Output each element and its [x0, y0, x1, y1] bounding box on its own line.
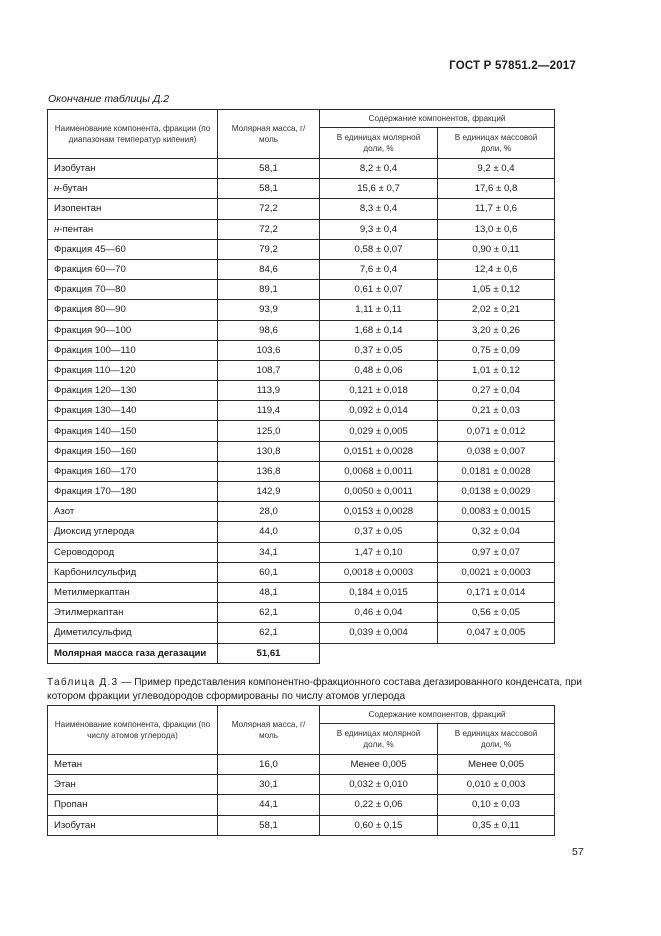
- mass-fraction-cell: 0,90 ± 0,11: [438, 239, 555, 259]
- header-content: Содержание компонентов, фракций: [320, 706, 555, 724]
- component-name: [48, 542, 218, 562]
- components-table-carbon: [47, 705, 555, 836]
- molar-mass-cell: 93,9: [218, 300, 320, 320]
- mass-fraction-cell: 12,4 ± 0,6: [438, 259, 555, 279]
- mass-fraction-cell: 0,56 ± 0,05: [438, 603, 555, 623]
- component-name-text: Фракция 80—90: [54, 304, 126, 316]
- component-name-text: Фракция 150—160: [54, 445, 137, 457]
- component-name-text: Карбонилсульфид: [54, 566, 137, 578]
- molar-mass-cell: 72,2: [218, 219, 320, 239]
- molar-fraction-cell: 0,0068 ± 0,0011: [320, 461, 438, 481]
- molar-fraction-cell: 7,6 ± 0,4: [320, 259, 438, 279]
- total-value: 51,61: [218, 643, 320, 663]
- molar-fraction-cell: 8,2 ± 0,4: [320, 159, 438, 179]
- component-name: [48, 582, 218, 602]
- molar-fraction-cell: 0,121 ± 0,018: [320, 381, 438, 401]
- component-name: [48, 603, 218, 623]
- table-continuation-caption: Окончание таблицы Д.2: [48, 93, 170, 105]
- component-name-text: Фракция 170—180: [54, 486, 137, 498]
- component-name: [48, 179, 218, 199]
- component-name-text: Метилмеркаптан: [54, 587, 130, 599]
- table-row: [48, 239, 555, 259]
- mass-fraction-cell: 0,0021 ± 0,0003: [438, 562, 555, 582]
- component-name-text: Сероводород: [54, 546, 115, 558]
- molar-mass-cell: 108,7: [218, 360, 320, 380]
- molar-mass-cell: 130,8: [218, 441, 320, 461]
- molar-mass-cell: 113,9: [218, 381, 320, 401]
- header-mass-fraction: В единицах массовой доли, %: [438, 128, 555, 159]
- molar-fraction-cell: 0,22 ± 0,06: [320, 795, 438, 815]
- mass-fraction-cell: 0,97 ± 0,07: [438, 542, 555, 562]
- molar-mass-cell: 72,2: [218, 199, 320, 219]
- table-row: [48, 300, 555, 320]
- table-row: [48, 381, 555, 401]
- table-row: [48, 360, 555, 380]
- molar-fraction-cell: 0,039 ± 0,004: [320, 623, 438, 643]
- mass-fraction-cell: 0,010 ± 0,003: [438, 775, 555, 795]
- molar-fraction-cell: 8,3 ± 0,4: [320, 199, 438, 219]
- molar-fraction-cell: 1,11 ± 0,11: [320, 300, 438, 320]
- component-name-text: Метан: [54, 759, 83, 771]
- component-name-text: Фракция 120—130: [54, 385, 137, 397]
- molar-fraction-cell: 0,48 ± 0,06: [320, 360, 438, 380]
- molar-mass-cell: 89,1: [218, 280, 320, 300]
- component-name: [48, 199, 218, 219]
- table-row: [48, 562, 555, 582]
- table-row: [48, 340, 555, 360]
- molar-mass-cell: 44,0: [218, 522, 320, 542]
- component-name-text: Фракция 140—150: [54, 425, 137, 437]
- component-name-text: Изобутан: [54, 819, 96, 831]
- component-name-text: Фракция 45—60: [54, 243, 126, 255]
- mass-fraction-cell: 2,02 ± 0,21: [438, 300, 555, 320]
- component-name: [48, 239, 218, 259]
- component-name-text: Фракция 100—110: [54, 344, 136, 356]
- component-name-text: Фракция 110—120: [54, 364, 136, 376]
- component-name: [48, 562, 218, 582]
- component-name-text: Фракция 130—140: [54, 405, 137, 417]
- table-row: [48, 582, 555, 602]
- table-row: [48, 815, 555, 835]
- component-name-text: Изопентан: [54, 203, 102, 215]
- table-row: [48, 542, 555, 562]
- component-name: [48, 381, 218, 401]
- mass-fraction-cell: 9,2 ± 0,4: [438, 159, 555, 179]
- component-name: [48, 755, 218, 775]
- component-name-text: Этан: [54, 779, 76, 791]
- table-d3-label: Таблица Д.3: [47, 677, 119, 688]
- table-row: [48, 461, 555, 481]
- table-row: [48, 159, 555, 179]
- molar-mass-cell: 16,0: [218, 755, 320, 775]
- table-row: [48, 775, 555, 795]
- molar-mass-cell: 34,1: [218, 542, 320, 562]
- molar-fraction-cell: 0,37 ± 0,05: [320, 340, 438, 360]
- mass-fraction-cell: 1,05 ± 0,12: [438, 280, 555, 300]
- table-row: [48, 522, 555, 542]
- molar-fraction-cell: 0,46 ± 0,04: [320, 603, 438, 623]
- mass-fraction-cell: 0,047 ± 0,005: [438, 623, 555, 643]
- mass-fraction-cell: 0,10 ± 0,03: [438, 795, 555, 815]
- header-molar-fraction: В единицах молярной доли, %: [320, 724, 438, 755]
- mass-fraction-cell: 1,01 ± 0,12: [438, 360, 555, 380]
- header-content: Содержание компонентов, фракций: [320, 110, 555, 128]
- molar-fraction-cell: 0,092 ± 0,014: [320, 401, 438, 421]
- molar-mass-cell: 125,0: [218, 421, 320, 441]
- molar-mass-cell: 58,1: [218, 815, 320, 835]
- mass-fraction-cell: 0,0138 ± 0,0029: [438, 482, 555, 502]
- table-row: [48, 320, 555, 340]
- mass-fraction-cell: 0,038 ± 0,007: [438, 441, 555, 461]
- total-row: [48, 643, 555, 663]
- table-d3-title: — Пример представления компонентно-фракционного состава дегазированного конденсата, при котором фракции углеводородов сформированы по числу атомов углерода: [47, 677, 582, 702]
- mass-fraction-cell: 0,0083 ± 0,0015: [438, 502, 555, 522]
- table-row: [48, 421, 555, 441]
- molar-fraction-cell: 1,47 ± 0,10: [320, 542, 438, 562]
- component-name-text: Фракция 70—80: [54, 284, 126, 296]
- molar-fraction-cell: 0,61 ± 0,07: [320, 280, 438, 300]
- molar-mass-cell: 98,6: [218, 320, 320, 340]
- molar-fraction-cell: Менее 0,005: [320, 755, 438, 775]
- component-name: [48, 259, 218, 279]
- component-name-text: Фракция 60—70: [54, 264, 126, 276]
- component-name-text: Диоксид углерода: [54, 526, 135, 538]
- component-name: [48, 502, 218, 522]
- component-name: [48, 280, 218, 300]
- molar-mass-cell: 62,1: [218, 623, 320, 643]
- molar-mass-cell: 84,6: [218, 259, 320, 279]
- molar-mass-cell: 79,2: [218, 239, 320, 259]
- component-name-text: Диметилсульфид: [54, 627, 132, 639]
- molar-fraction-cell: 0,184 ± 0,015: [320, 582, 438, 602]
- component-name: [48, 360, 218, 380]
- header-component-name: Наименование компонента, фракции (по числу атомов углерода): [48, 706, 218, 755]
- mass-fraction-cell: 0,071 ± 0,012: [438, 421, 555, 441]
- table-row: [48, 259, 555, 279]
- molar-mass-cell: 58,1: [218, 159, 320, 179]
- component-name-prefix: н: [54, 183, 60, 195]
- table-row: [48, 755, 555, 775]
- mass-fraction-cell: 0,35 ± 0,11: [438, 815, 555, 835]
- table-row: [48, 280, 555, 300]
- component-name: [48, 300, 218, 320]
- molar-fraction-cell: 0,032 ± 0,010: [320, 775, 438, 795]
- molar-fraction-cell: 0,58 ± 0,07: [320, 239, 438, 259]
- page-number: 57: [572, 846, 584, 858]
- molar-fraction-cell: 9,3 ± 0,4: [320, 219, 438, 239]
- component-name-text: Фракция 90—100: [54, 324, 132, 336]
- mass-fraction-cell: 3,20 ± 0,26: [438, 320, 555, 340]
- molar-fraction-cell: 0,37 ± 0,05: [320, 522, 438, 542]
- table-row: [48, 795, 555, 815]
- component-name-text: Пропан: [54, 799, 88, 811]
- mass-fraction-cell: 17,6 ± 0,8: [438, 179, 555, 199]
- component-name: [48, 815, 218, 835]
- molar-mass-cell: 44,1: [218, 795, 320, 815]
- molar-mass-cell: 48,1: [218, 582, 320, 602]
- molar-mass-cell: 142,9: [218, 482, 320, 502]
- total-label: Молярная масса газа дегазации: [48, 643, 218, 663]
- component-name: [48, 441, 218, 461]
- component-name: [48, 421, 218, 441]
- table-row: [48, 603, 555, 623]
- molar-mass-cell: 58,1: [218, 179, 320, 199]
- mass-fraction-cell: 0,27 ± 0,04: [438, 381, 555, 401]
- header-molar-mass: Молярная масса, г/моль: [218, 706, 320, 755]
- component-name-prefix: н: [54, 223, 60, 235]
- table-row: [48, 441, 555, 461]
- component-name: [48, 320, 218, 340]
- table-row: [48, 502, 555, 522]
- component-name-text: Азот: [54, 506, 75, 518]
- mass-fraction-cell: 11,7 ± 0,6: [438, 199, 555, 219]
- molar-fraction-cell: 0,0050 ± 0,0011: [320, 482, 438, 502]
- header-molar-fraction: В единицах молярной доли, %: [320, 128, 438, 159]
- table-d3-caption: [47, 676, 587, 703]
- molar-fraction-cell: 0,0018 ± 0,0003: [320, 562, 438, 582]
- molar-fraction-cell: 0,0151 ± 0,0028: [320, 441, 438, 461]
- component-name-text: Этилмеркаптан: [54, 607, 124, 619]
- component-name: [48, 159, 218, 179]
- molar-mass-cell: 30,1: [218, 775, 320, 795]
- molar-mass-cell: 62,1: [218, 603, 320, 623]
- molar-fraction-cell: 0,029 ± 0,005: [320, 421, 438, 441]
- component-name: [48, 775, 218, 795]
- mass-fraction-cell: 0,32 ± 0,04: [438, 522, 555, 542]
- molar-mass-cell: 28,0: [218, 502, 320, 522]
- component-name-text: -бутан: [59, 183, 88, 195]
- mass-fraction-cell: 13,0 ± 0,6: [438, 219, 555, 239]
- mass-fraction-cell: 0,0181 ± 0,0028: [438, 461, 555, 481]
- molar-fraction-cell: 0,60 ± 0,15: [320, 815, 438, 835]
- components-table-temperature: [47, 109, 555, 664]
- mass-fraction-cell: Менее 0,005: [438, 755, 555, 775]
- table-row: [48, 401, 555, 421]
- component-name: [48, 623, 218, 643]
- component-name: [48, 482, 218, 502]
- component-name: [48, 461, 218, 481]
- mass-fraction-cell: 0,21 ± 0,03: [438, 401, 555, 421]
- component-name-text: Изобутан: [54, 163, 96, 175]
- molar-mass-cell: 60,1: [218, 562, 320, 582]
- document-code: ГОСТ Р 57851.2—2017: [449, 60, 576, 72]
- component-name-text: -пентан: [59, 223, 94, 235]
- molar-mass-cell: 103,6: [218, 340, 320, 360]
- mass-fraction-cell: 0,75 ± 0,09: [438, 340, 555, 360]
- component-name: [48, 219, 218, 239]
- component-name: [48, 522, 218, 542]
- table-row: [48, 623, 555, 643]
- molar-fraction-cell: 0,0153 ± 0,0028: [320, 502, 438, 522]
- table-row: [48, 199, 555, 219]
- molar-mass-cell: 119,4: [218, 401, 320, 421]
- molar-mass-cell: 136,8: [218, 461, 320, 481]
- mass-fraction-cell: 0,171 ± 0,014: [438, 582, 555, 602]
- table-row: [48, 482, 555, 502]
- header-mass-fraction: В единицах массовой доли, %: [438, 724, 555, 755]
- component-name-text: Фракция 160—170: [54, 465, 137, 477]
- molar-fraction-cell: 1,68 ± 0,14: [320, 320, 438, 340]
- component-name: [48, 340, 218, 360]
- component-name: [48, 401, 218, 421]
- table-row: [48, 219, 555, 239]
- molar-fraction-cell: 15,6 ± 0,7: [320, 179, 438, 199]
- header-molar-mass: Молярная масса, г/моль: [218, 110, 320, 159]
- component-name: [48, 795, 218, 815]
- header-component-name: Наименование компонента, фракции (по диапазонам температур кипения): [48, 110, 218, 159]
- table-row: [48, 179, 555, 199]
